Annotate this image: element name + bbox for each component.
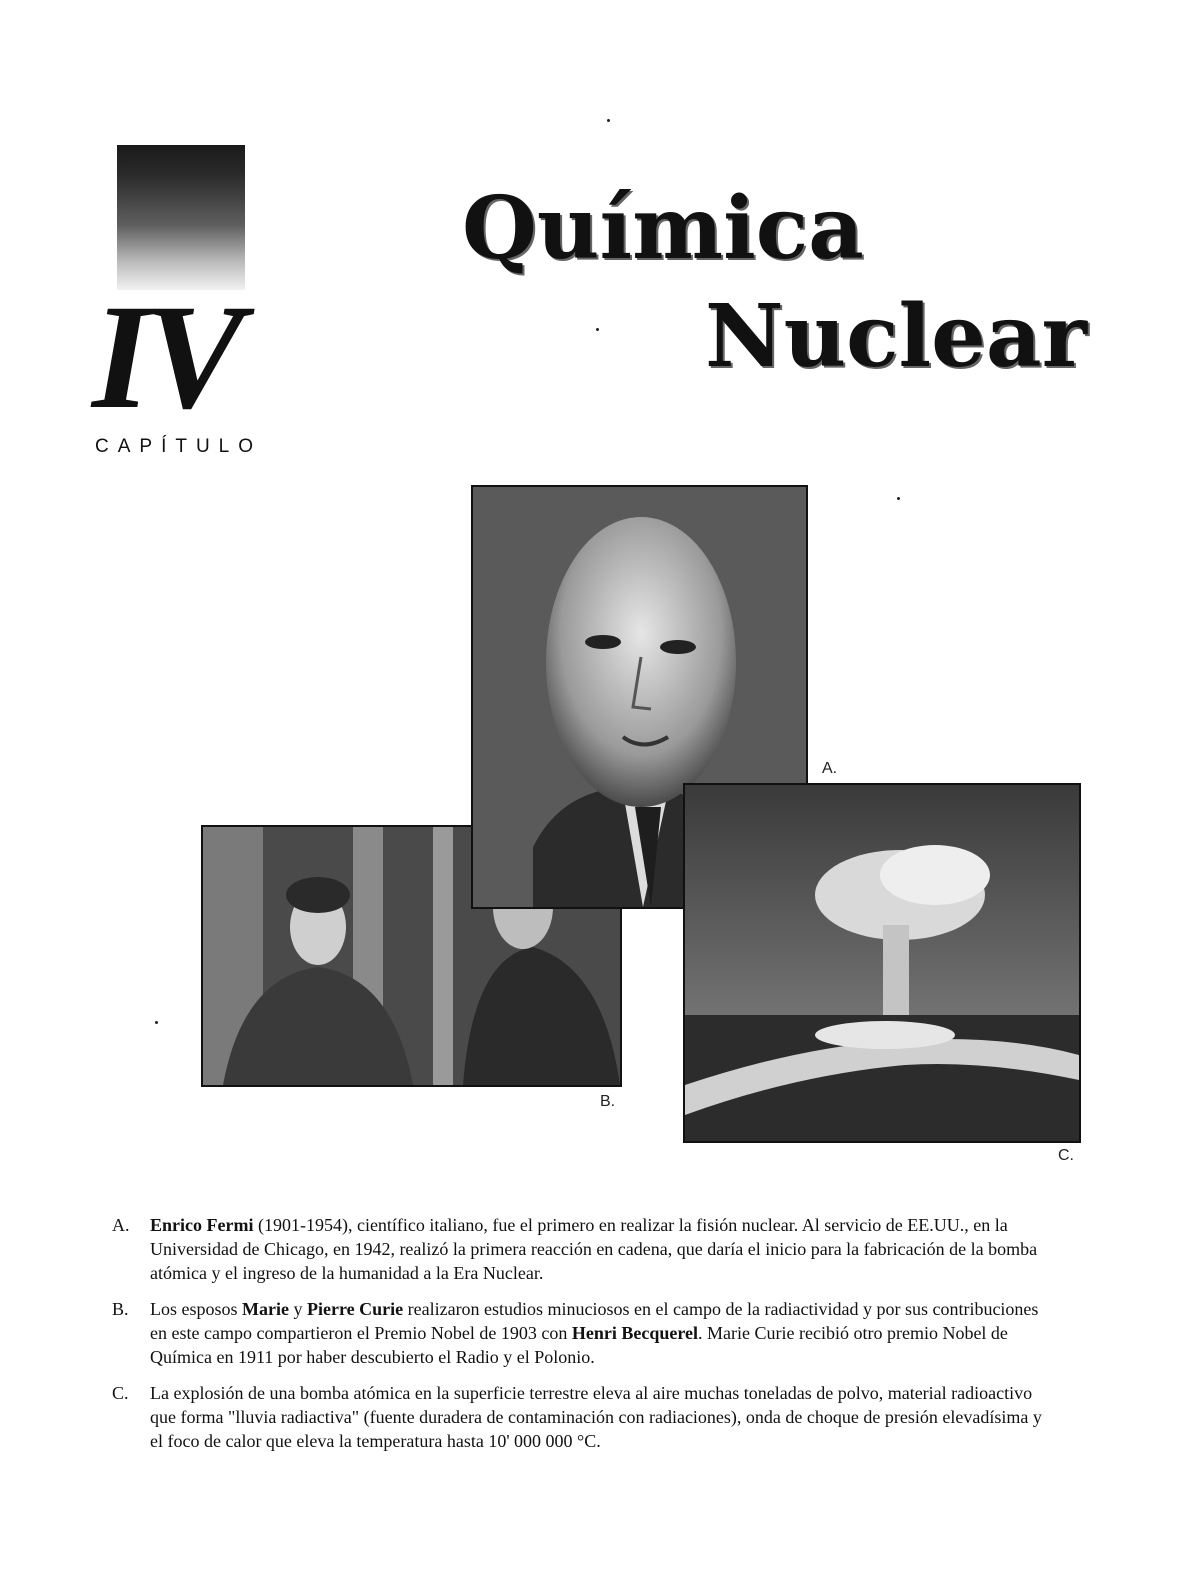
print-speck	[155, 1021, 158, 1024]
photo-explosion	[683, 783, 1081, 1143]
print-speck	[897, 497, 900, 500]
print-speck	[596, 328, 599, 331]
caption-text	[150, 1213, 1052, 1285]
caption-bold-name: Henri Becquerel	[571, 1323, 699, 1343]
caption-text-run: Los esposos	[150, 1299, 243, 1319]
caption-list	[112, 1213, 1052, 1465]
photo-label-b: B.	[600, 1093, 616, 1110]
photo-label-c: C.	[1058, 1147, 1074, 1164]
chapter-decorative-block	[117, 145, 245, 290]
photo-label-a: A.	[822, 760, 838, 777]
caption-letter: B.	[112, 1299, 129, 1319]
page-title-line-2: Nuclear	[705, 286, 1087, 387]
print-speck	[607, 119, 610, 122]
caption-text-run: y	[288, 1299, 307, 1319]
caption-letter: A.	[112, 1215, 130, 1235]
chapter-label: CAPÍTULO	[95, 436, 263, 457]
caption-text-run: realizaron estudios minuciosos en el campo de la radiactividad y por sus contribuciones en este campo compartieron el Premio Nobel de 1903 con	[150, 1299, 1039, 1343]
chapter-numeral: IV	[92, 274, 239, 440]
caption-bold-name: Marie	[242, 1299, 289, 1319]
caption-text-run: (1901-1954), científico italiano, fue el primero en realizar la fisión nuclear. Al servicio de EE.UU., en la Universidad de Chicago, en 1942, realizó la primera reacción en cadena, que daría el inicio para la fabricación de la bomba atómica y el ingreso de la humanidad a la Era Nuclear.	[150, 1215, 1038, 1283]
caption-item	[112, 1381, 1052, 1453]
caption-item	[112, 1213, 1052, 1285]
page-title-line-1: Química	[462, 178, 864, 279]
caption-bold-name: Pierre Curie	[306, 1299, 404, 1319]
caption-text: La explosión de una bomba atómica en la superficie terrestre eleva al aire muchas toneladas de polvo, material radioactivo que forma "lluvia radiactiva" (fuente duradera de contaminación con radiaciones), onda de choque de presión elevadísima y el foco de calor que eleva la temperatura hasta 10' 000 000 °C.	[150, 1383, 1042, 1451]
caption-item	[112, 1297, 1052, 1369]
caption-bold-name: Enrico Fermi	[150, 1215, 254, 1235]
caption-text-run: . Marie Curie recibió otro premio Nobel de Química en 1911 por haber descubierto el Radio y el Polonio.	[150, 1323, 1008, 1367]
explosion-image	[685, 785, 1079, 1141]
caption-letter: C.	[112, 1383, 129, 1403]
caption-text	[150, 1297, 1052, 1369]
